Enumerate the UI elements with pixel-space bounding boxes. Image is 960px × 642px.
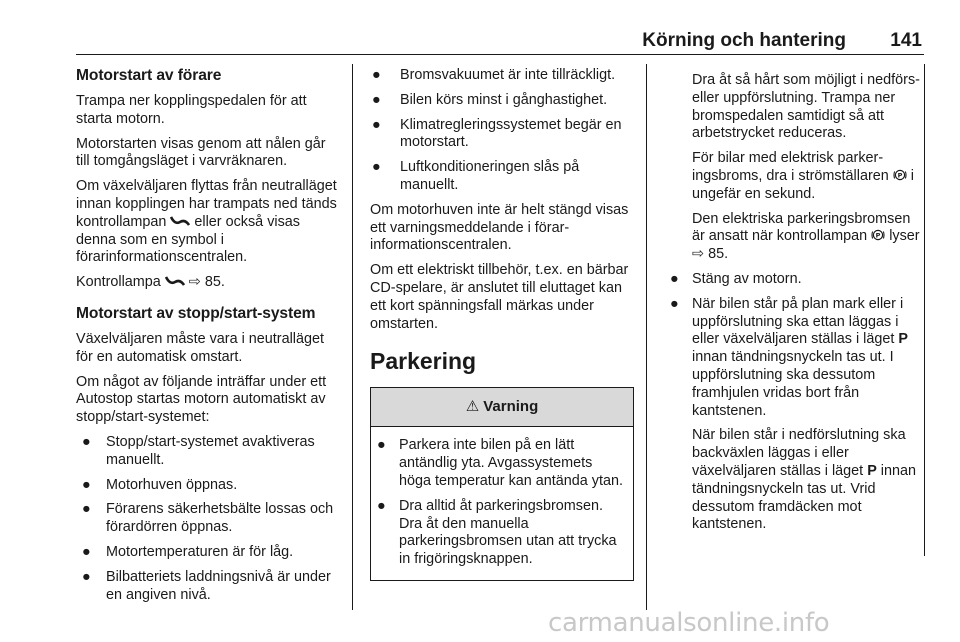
warning-list [377, 437, 627, 569]
parking-brake-icon [871, 228, 885, 242]
list-item: ● Luftkonditioneringen slås på manuellt. [372, 159, 580, 193]
paragraph: Om något av följande inträffar under ett Autostop startas motorn automatiskt av stopp/start-systemet: [76, 373, 327, 426]
paragraph: När bilen står i nedförslutning ska backväxlen läggas i eller växelväljaren ställas i läget P innan tändningsnyckeln tas ut. Vrid dessutom framdäcken mot kantstenen. [692, 427, 917, 533]
paragraph: Trampa ner kopplingspedalen för att starta motorn. [76, 93, 307, 127]
list-item: ● Motortemperaturen är för låg. [82, 543, 294, 560]
paragraph: Växelväljaren måste vara i neutralläget för en automatisk omstart. [76, 330, 324, 365]
bullet-list [76, 434, 342, 604]
heading-motorstart: Motorstart av förare [76, 67, 222, 84]
list-item: ● Motorhuven öppnas. [82, 476, 238, 493]
section-title: Körning och hantering [642, 30, 846, 51]
bullet-icon: ● [372, 91, 381, 108]
bullet-icon: ● [82, 543, 91, 560]
warning-icon: ⚠ [465, 398, 480, 416]
bullet-icon: ● [82, 433, 91, 450]
parking-brake-icon [893, 168, 907, 182]
warning-title: Varning [483, 398, 539, 416]
list-item: ● Förarens säkerhetsbälte lossas och förardörren öppnas. [82, 501, 334, 536]
paragraph: Kontrollampa ⇨ 85. [76, 274, 225, 291]
paragraph: Dra åt så hårt som möjligt i nedförs- eller uppförslutning. Trampa ner bromspedalen samtidigt så att arbetstrycket reduceras. [692, 72, 920, 142]
list-item: ● Dra alltid åt parkeringsbromsen. Dra åt den manuella parkeringsbromsen utan att trycka in frigöringsknappen. [377, 497, 617, 568]
list-item: ● Bilen körs minst i gånghastighet. [372, 91, 608, 108]
page-reference-arrow-icon: ⇨ [188, 274, 201, 291]
heading-parkering: Parkering [370, 348, 477, 375]
warning-header [371, 388, 633, 427]
watermark: carmanualsonline.info [548, 608, 830, 638]
list-item: ● Parkera inte bilen på en lätt antändlig yta. Avgassystemets höga temperatur kan antända ytan. [377, 437, 624, 489]
continued-text [664, 427, 926, 534]
svg-text:P: P [875, 231, 881, 240]
list-item: ● Bilbatteriets laddningsnivå är under en angiven nivå. [82, 568, 331, 603]
heading-stop-start: Motorstart av stopp/start-system [76, 304, 316, 322]
bullet-icon: ● [82, 501, 91, 518]
list-item: ● Klimatregleringssystemet begär en motorstart. [372, 116, 622, 151]
column-divider-1 [352, 64, 353, 610]
list-item: ● Stopp/start-systemet avaktiveras manuellt. [82, 433, 315, 468]
bullet-icon: ● [82, 568, 91, 585]
list-item: ● Bromsvakuumet är inte tillräckligt. [372, 67, 616, 83]
control-lamp-icon [170, 215, 190, 227]
bullet-icon: ● [372, 67, 381, 83]
paragraph: Om motorhuven inte är helt stängd visas ett varningsmeddelande i förarinformationscentralen. [370, 201, 629, 254]
paragraph: För bilar med elektrisk parkeringsbroms, dra i strömställaren P i ungefär en sekund. [692, 150, 914, 202]
bullet-icon: ● [372, 159, 381, 176]
bullet-icon: ● [377, 497, 386, 514]
warning-body [371, 427, 633, 580]
continued-text [664, 64, 926, 264]
warning-box [370, 387, 634, 581]
bullet-icon: ● [377, 437, 386, 454]
page-reference-arrow-icon: ⇨ [692, 246, 705, 263]
page-number: 141 [890, 30, 922, 51]
paragraph: Motorstarten visas genom att nålen går till tomgångsläget i varvräknaren. [76, 135, 326, 170]
bullet-list [370, 67, 636, 195]
bullet-icon: ● [372, 116, 381, 133]
bullet-icon: ● [670, 295, 679, 312]
column-divider-2 [646, 64, 647, 610]
column-2 [370, 64, 636, 581]
column-3 [664, 64, 926, 541]
svg-text:P: P [897, 171, 903, 180]
bullet-list [664, 271, 926, 420]
paragraph: Om växelväljaren flyttas från neutralläget innan kopplingen har trampats ned tänds kontrollampan eller också visas denna som en symbol i förarinformationscentralen. [76, 178, 337, 266]
bullet-icon: ● [82, 476, 91, 493]
column-1 [76, 64, 342, 611]
page-header [76, 30, 924, 55]
list-item: ● När bilen står på plan mark eller i uppförslutning ska ettan läggas i eller växelväljaren ställas i läget P innan tändningsnyckeln tas ut. I uppförslutning ska dessutom framhjulen vridas bort från kantstenen. [670, 295, 908, 419]
list-item: ● Stäng av motorn. [670, 270, 802, 287]
bullet-icon: ● [670, 270, 679, 287]
control-lamp-icon [165, 275, 185, 287]
paragraph: Om ett elektriskt tillbehör, t.ex. en bärbar CD-spelare, är anslutet till eluttaget kan ett kort spänningsfall märkas under omstarten. [370, 262, 629, 332]
paragraph: Den elektriska parkeringsbromsen är ansatt när kontrollampan P lyser ⇨ 85. [692, 210, 920, 263]
